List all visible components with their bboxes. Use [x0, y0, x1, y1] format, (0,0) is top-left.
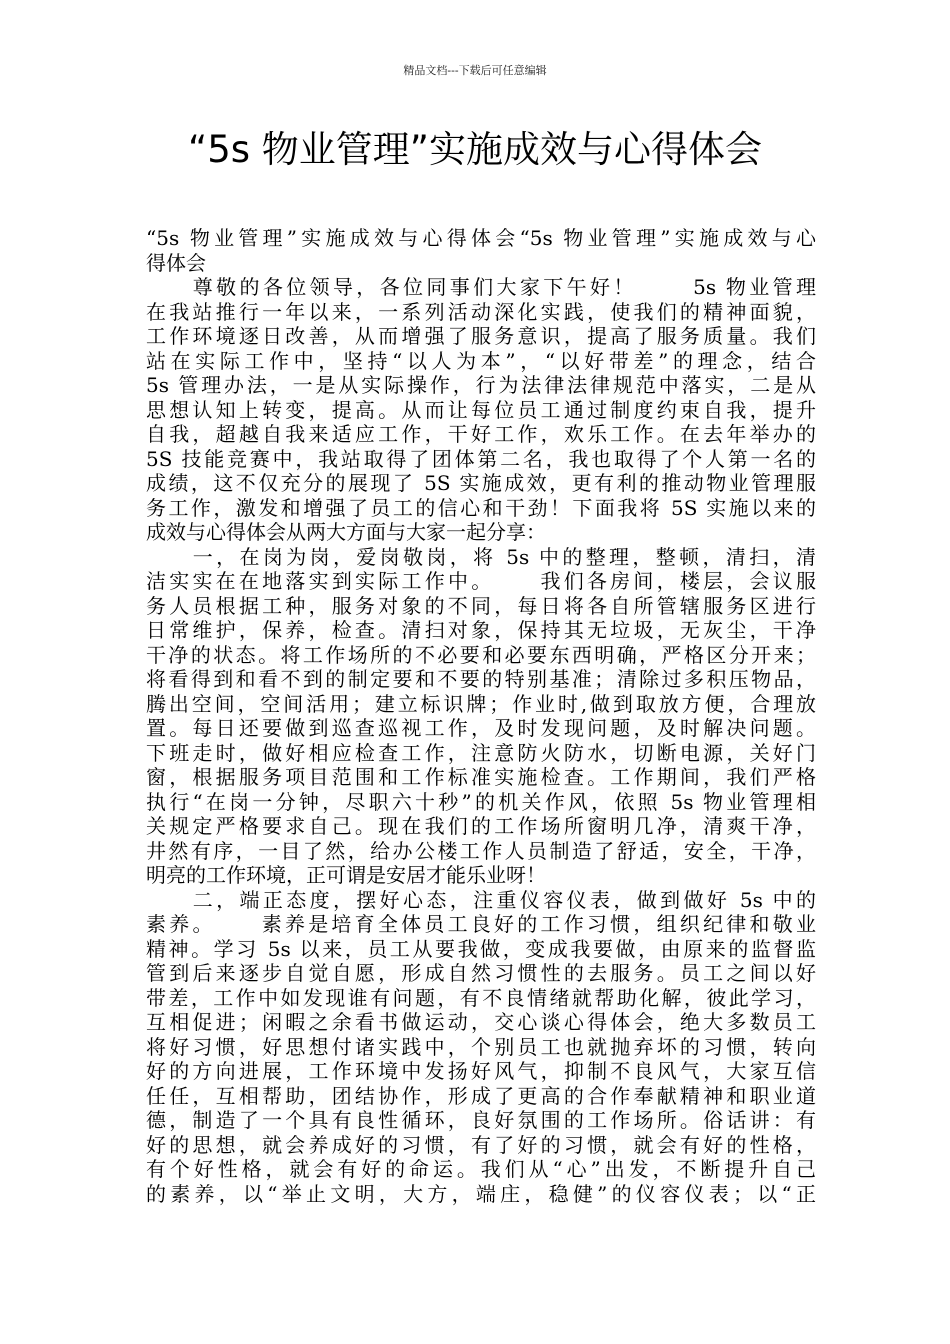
text-line: 精神。学习 5s 以来，员工从要我做，变成我要做，由原来的监督监	[146, 936, 816, 961]
text-line: 德，制造了一个具有良性循环，良好氛围的工作场所。俗话讲：有	[146, 1108, 816, 1132]
text-line: 下班走时，做好相应检查工作，注意防火防水，切断电源，关好门	[146, 740, 816, 765]
text-line: 5s 管理办法，一是从实际操作，行为法律法律规范中落实，二是从	[146, 373, 816, 397]
text-line: 自我，超越自我来适应工作，干好工作，欢乐工作。在去年举办的	[146, 422, 816, 446]
text-line: 务工作，激发和增强了员工的信心和干劲！下面我将 5S 实施以来的	[146, 495, 816, 520]
text-line: 将好习惯，好思想付诸实践中，个别员工也就抛弃坏的习惯，转向	[146, 1034, 816, 1059]
text-line: 一，在岗为岗，爱岗敬岗，将 5s 中的整理，整顿，清扫，清	[146, 544, 816, 569]
document-title: “5s 物业管理”实施成效与心得体会	[188, 128, 762, 171]
text-line: 二，端正态度，摆好心态，注重仪容仪表，做到做好 5s 中的	[146, 887, 816, 912]
text-line: 干净的状态。将工作场所的不必要和必要东西明确，严格区分开来；	[146, 642, 816, 667]
text-line: 互相促进；闲暇之余看书做运动，交心谈心得体会，绝大多数员工	[146, 1010, 816, 1034]
text-line: 成绩，这不仅充分的展现了 5S 实施成效，更有利的推动物业管理服	[146, 471, 816, 495]
text-line: 5S 技能竞赛中，我站取得了团体第二名，我也取得了个人第一名的	[146, 446, 816, 471]
text-line: 带差，工作中如发现谁有问题，有不良情绪就帮助化解，彼此学习，	[146, 985, 816, 1010]
text-line: 尊敬的各位领导，各位同事们大家下午好！ 5s 物业管理	[146, 275, 816, 299]
text-line: 明亮的工作环境，正可谓是安居才能乐业呀！	[146, 863, 546, 887]
text-line: 成效与心得体会从两大方面与大家一起分享：	[146, 520, 546, 544]
text-line: 管到后来逐步自觉自愿，形成自然习惯性的去服务。员工之间以好	[146, 961, 816, 985]
text-line: 洁实实在在地落实到实际工作中。 我们各房间，楼层，会议服	[146, 569, 816, 593]
text-line: 站在实际工作中，坚持“以人为本”，“以好带差”的理念，结合	[146, 348, 816, 373]
header-note: 精品文档---下载后可任意编辑	[403, 64, 547, 77]
text-line: 窗，根据服务项目范围和工作标准实施检查。工作期间，我们严格	[146, 765, 816, 789]
text-line: 好的思想，就会养成好的习惯，有了好的习惯，就会有好的性格，	[146, 1132, 816, 1157]
text-line: 置。每日还要做到巡查巡视工作，及时发现问题，及时解决问题。	[146, 716, 816, 740]
document-body	[146, 226, 816, 1206]
text-line: 工作环境逐日改善，从而增强了服务意识，提高了服务质量。我们	[146, 324, 816, 348]
text-line: 腾出空间，空间活用；建立标识牌；作业时,做到取放方便，合理放	[146, 691, 816, 716]
text-line: 得体会	[146, 250, 206, 275]
text-line: 关规定严格要求自己。现在我们的工作场所窗明几净，清爽干净，	[146, 814, 816, 838]
text-line: “5s 物业管理”实施成效与心得体会“5s 物业管理”实施成效与心	[146, 226, 816, 250]
text-line: 井然有序，一目了然，给办公楼工作人员制造了舒适，安全，干净，	[146, 838, 816, 863]
text-line: 的素养，以“举止文明，大方，端庄，稳健”的仪容仪表；以“正	[146, 1181, 816, 1206]
text-line: 素养。 素养是培育全体员工良好的工作习惯，组织纪律和敬业	[146, 912, 816, 936]
text-line: 将看得到和看不到的制定要和不要的特别基准；清除过多积压物品，	[146, 667, 816, 691]
text-line: 任任，互相帮助，团结协作，形成了更高的合作奉献精神和职业道	[146, 1083, 816, 1108]
text-line: 在我站推行一年以来，一系列活动深化实践，使我们的精神面貌，	[146, 299, 816, 324]
text-line: 务人员根据工种，服务对象的不同，每日将各自所管辖服务区进行	[146, 593, 816, 618]
text-line: 执行“在岗一分钟，尽职六十秒”的机关作风，依照 5s 物业管理相	[146, 789, 816, 814]
text-line: 思想认知上转变，提高。从而让每位员工通过制度约束自我，提升	[146, 397, 816, 422]
text-line: 好的方向进展，工作环境中发扬好风气，抑制不良风气，大家互信	[146, 1059, 816, 1083]
text-line: 日常维护，保养，检查。清扫对象，保持其无垃圾，无灰尘，干净	[146, 618, 816, 642]
text-line: 有个好性格，就会有好的命运。我们从“心”出发，不断提升自己	[146, 1157, 816, 1181]
